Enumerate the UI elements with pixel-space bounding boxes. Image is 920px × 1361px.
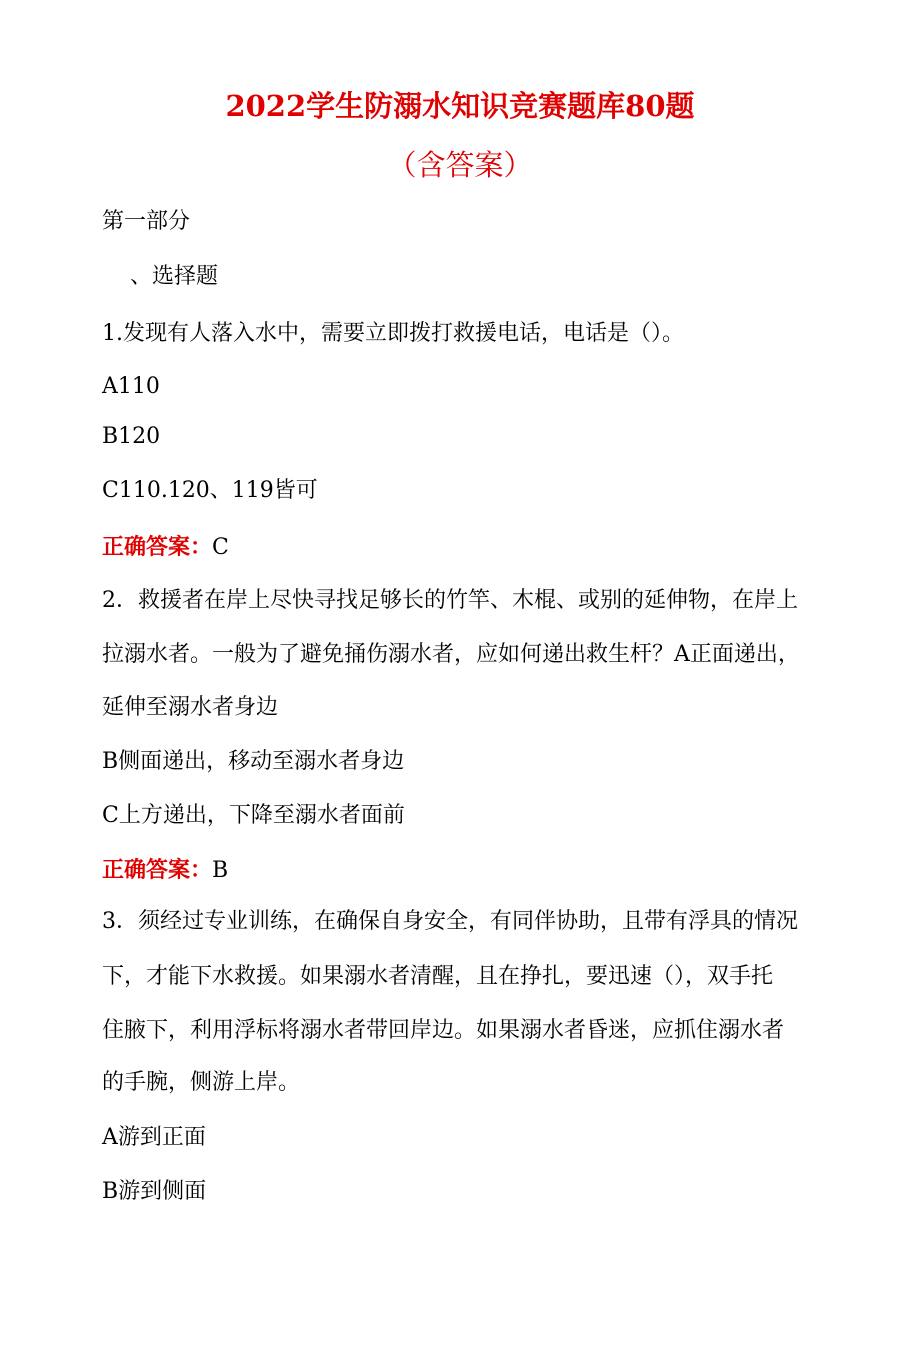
section-heading: 第一部分 <box>102 209 191 234</box>
question-2-stem-line-1: 2．救援者在岸上尽快寻找足够长的竹竿、木棍、或别的延伸物，在岸上 <box>102 588 798 613</box>
question-1-option-a: A110 <box>102 374 160 399</box>
question-3-stem-line-4: 的手腕，侧游上岸。 <box>102 1070 301 1095</box>
question-3-option-a: A游到正面 <box>102 1125 206 1150</box>
document-title: 2022学生防溺水知识竞赛题库80题 <box>225 89 695 123</box>
answer-label: 正确答案： <box>102 857 213 883</box>
question-3-option-b: B游到侧面 <box>102 1179 207 1204</box>
answer-value: C <box>212 535 229 560</box>
question-1-stem: 1.发现有人落入水中，需要立即拨打救援电话，电话是（）。 <box>102 321 684 346</box>
answer-value: B <box>212 858 229 883</box>
answer-label: 正确答案： <box>102 534 213 560</box>
question-2-stem-line-3: 延伸至溺水者身边 <box>102 695 279 720</box>
question-2-stem-line-2: 拉溺水者。一般为了避免捅伤溺水者，应如何递出救生杆？A正面递出， <box>102 642 800 667</box>
document-subtitle: （含答案） <box>387 148 533 182</box>
question-1-answer <box>102 532 229 563</box>
question-2-option-b: B侧面递出，移动至溺水者身边 <box>102 749 405 774</box>
subsection-heading: 、选择题 <box>130 264 219 289</box>
question-1-option-c: C110.120、119皆可 <box>102 478 318 503</box>
question-1-option-b: B120 <box>102 424 161 449</box>
question-3-stem-line-3: 住腋下，利用浮标将溺水者带回岸边。如果溺水者昏迷，应抓住溺水者 <box>102 1018 785 1043</box>
question-3-stem-line-1: 3．须经过专业训练，在确保自身安全，有同伴协助，且带有浮具的情况 <box>102 909 798 934</box>
question-2-option-c: C上方递出，下降至溺水者面前 <box>102 803 405 828</box>
question-3-stem-line-2: 下，才能下水救援。如果溺水者清醒，且在挣扎，要迅速（），双手托 <box>102 964 774 989</box>
question-2-answer <box>102 855 228 886</box>
